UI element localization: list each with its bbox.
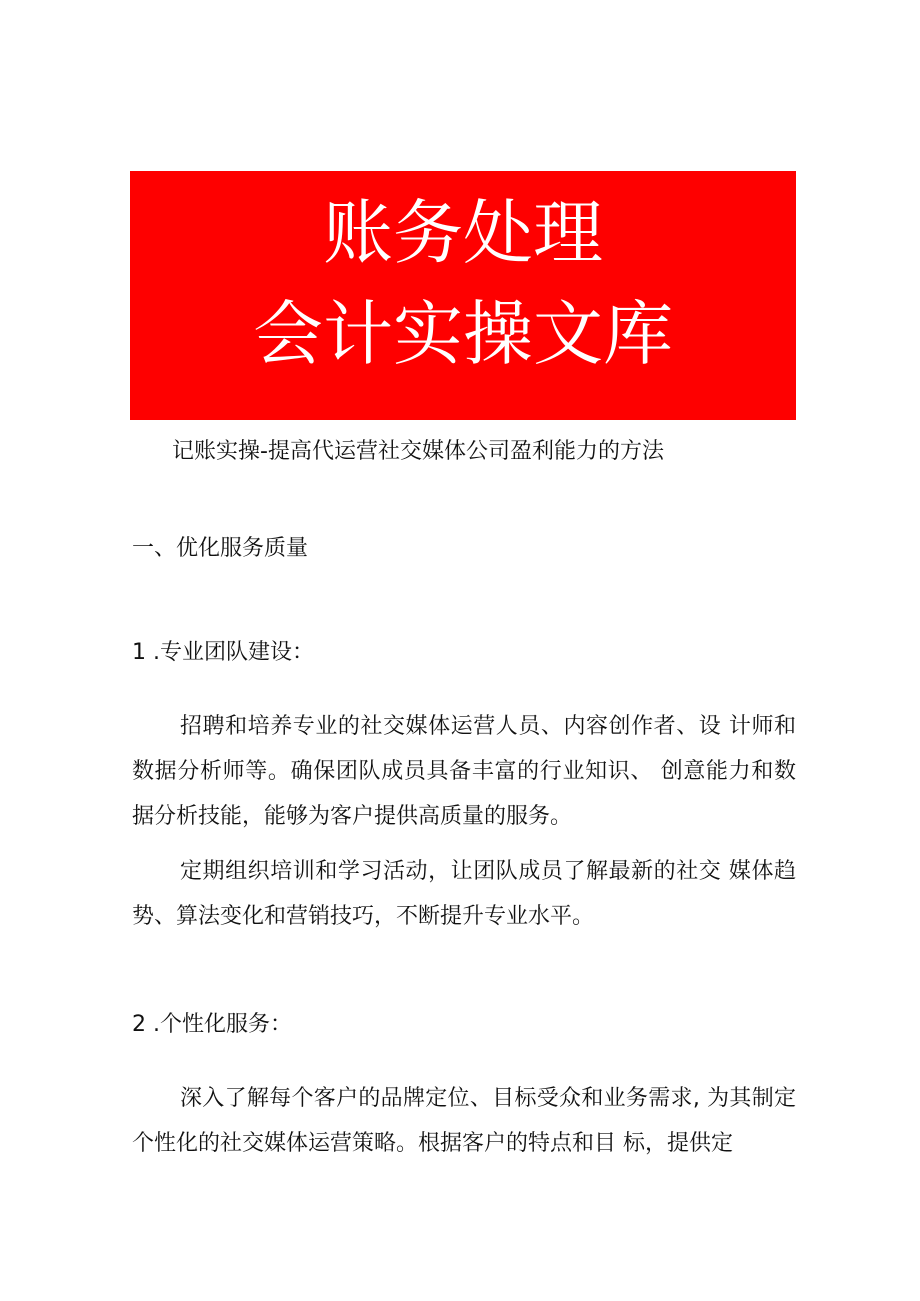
header-banner [130,171,796,420]
section-heading-1: 一、优化服务质量 [132,536,309,561]
banner-title-line-1: 账务处理 [323,192,603,274]
paragraph-3: 深入了解每个客户的品牌定位、目标受众和业务需求, 为其制定个性化的社交媒体运营策略。根据客户的特点和目 标，提供定 [132,1086,796,1156]
item-heading-1: 1 .专业团队建设： [132,640,314,665]
paragraph-1: 招聘和培养专业的社交媒体运营人员、内容创作者、设 计师和数据分析师等。确保团队成员具备丰富的行业知识、 创意能力和数据分析技能，能够为客户提供高质量的服务。 [132,714,796,829]
paragraph-2: 定期组织培训和学习活动，让团队成员了解最新的社交 媒体趋势、算法变化和营销技巧，不断提升专业水平。 [132,859,796,929]
document-title: 记账实操-提高代运营社交媒体公司盈利能力的方法 [172,439,664,464]
banner-title-line-2: 会计实操文库 [253,293,673,375]
item-heading-2: 2 .个性化服务： [132,1012,292,1037]
